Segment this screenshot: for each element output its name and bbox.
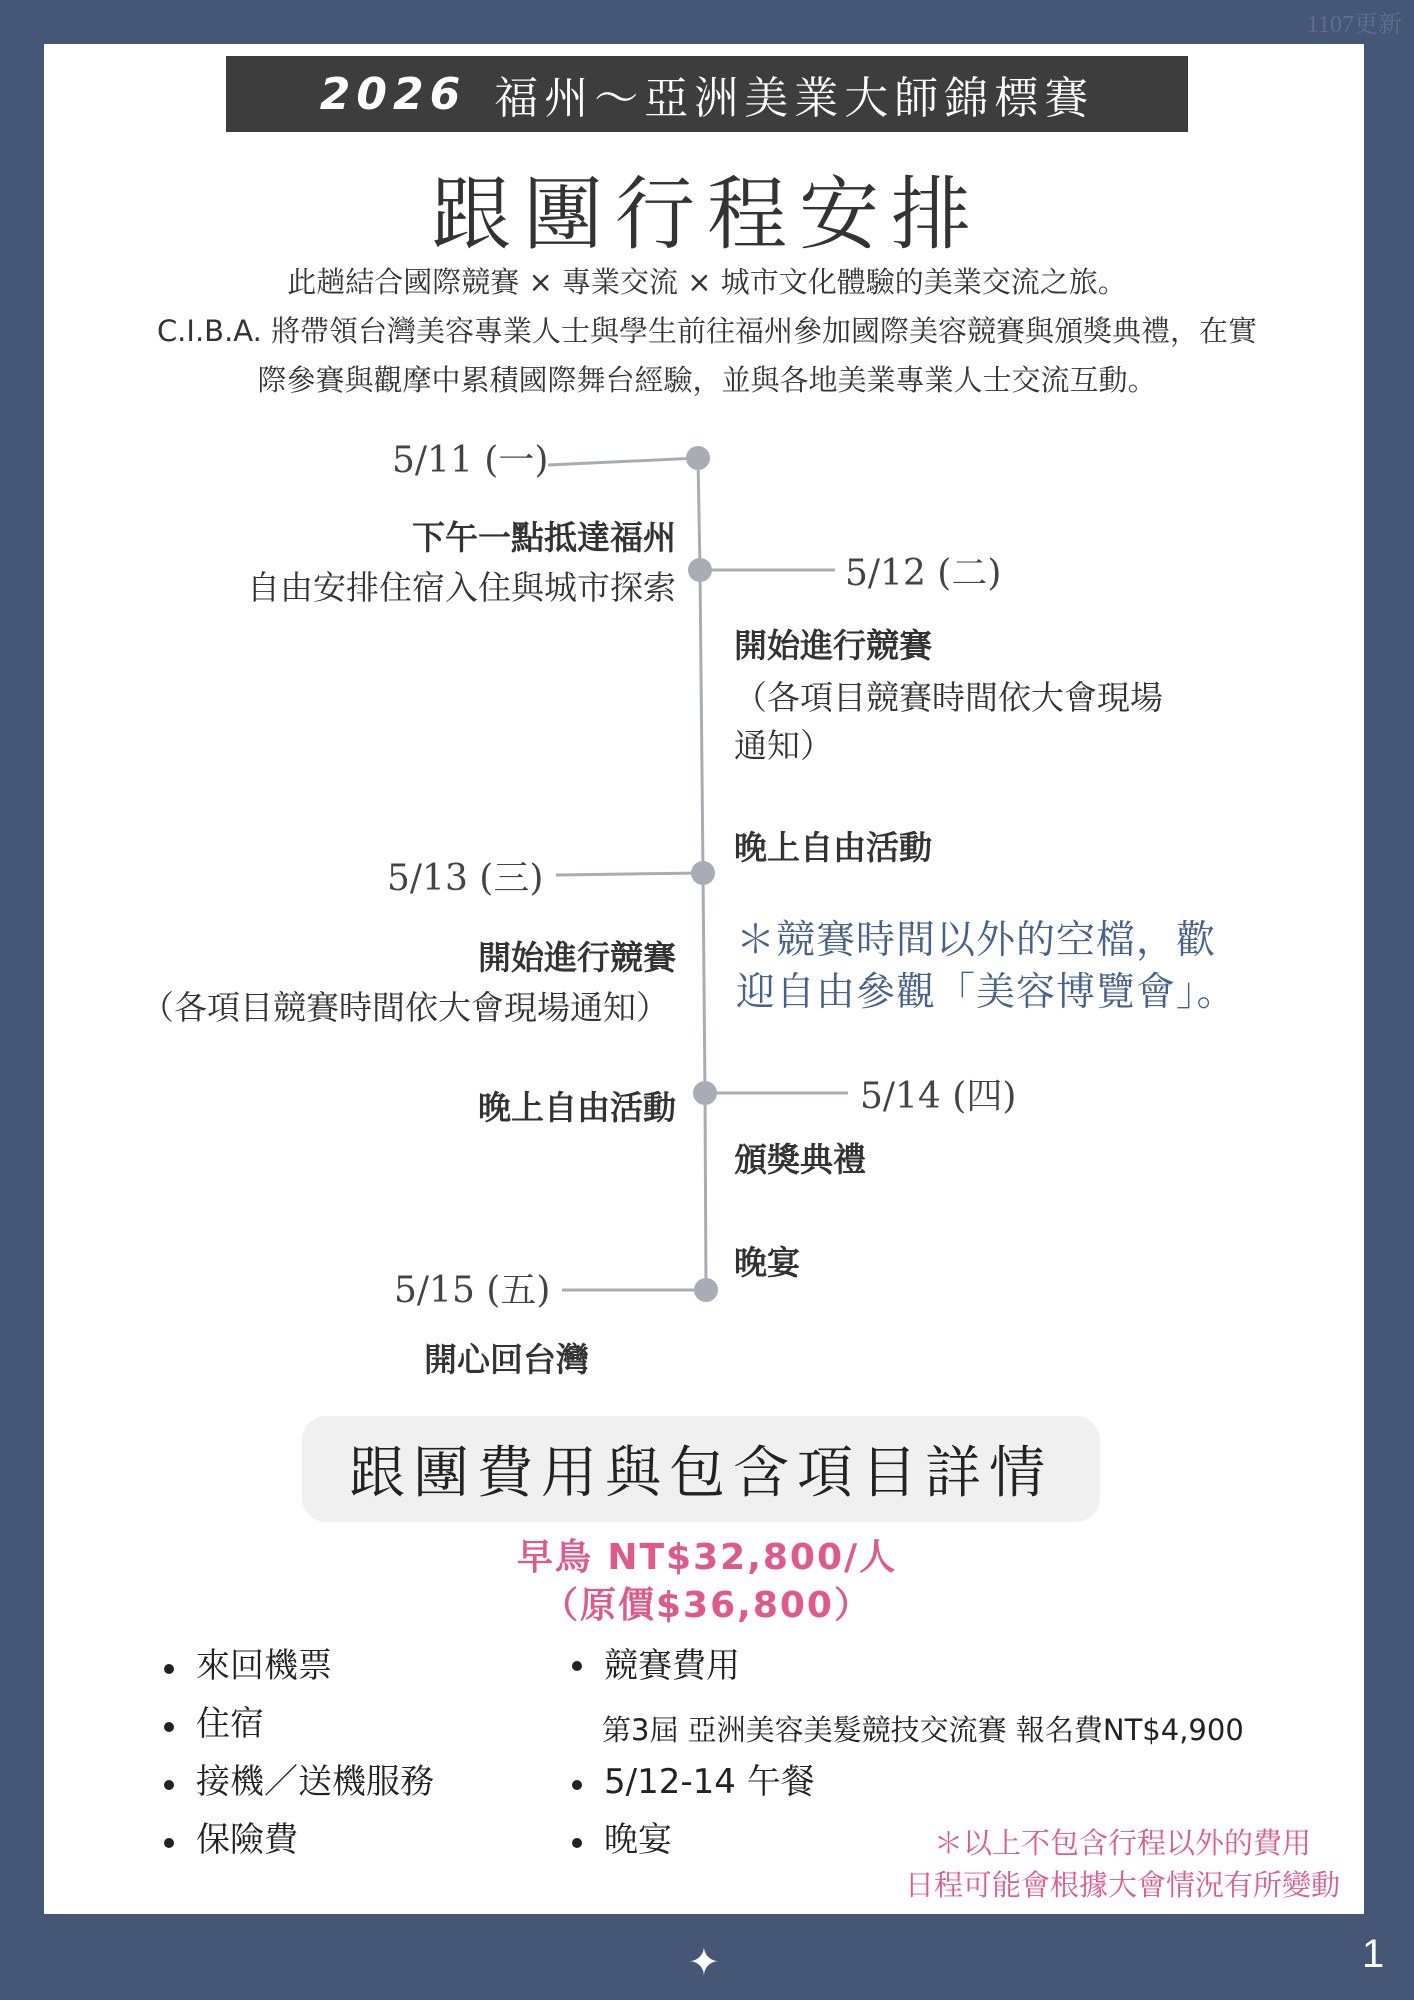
day4-ceremony: 頒獎典禮 — [734, 1140, 866, 1179]
disclaimer-line: 日程可能會根據大會情況有所變動 — [904, 1868, 1340, 1902]
day4-banquet: 晚宴 — [734, 1243, 800, 1282]
list-item-label: 來回機票 — [196, 1646, 332, 1686]
timeline-node — [686, 446, 710, 470]
disclaimer-note — [905, 1822, 1340, 1906]
day2-note-cont: 通知） — [734, 726, 833, 765]
date-label-5-15: 5/15 (五) — [394, 1270, 551, 1311]
day5-return: 開心回台灣 — [424, 1340, 589, 1379]
day3-note: （各項目競賽時間依大會現場通知） — [141, 988, 669, 1027]
list-item — [158, 1814, 434, 1872]
list-item-label: 住宿 — [196, 1704, 264, 1744]
list-item-label: 競賽費用 — [604, 1646, 740, 1686]
date-label-5-13: 5/13 (三) — [387, 858, 544, 899]
expo-note — [736, 915, 1237, 1019]
includes-list-right — [566, 1640, 815, 1872]
bullet-icon — [164, 1664, 174, 1674]
date-label-5-14: 5/14 (四) — [860, 1076, 1017, 1117]
timeline-node — [688, 558, 712, 582]
timeline-connector — [548, 458, 698, 465]
star-sparkle-icon: ✦ — [688, 1940, 720, 1984]
list-item-label: 5/12-14 午餐 — [604, 1762, 815, 1802]
timeline-connector — [556, 873, 703, 875]
day2-note: （各項目競賽時間依大會現場 — [734, 678, 1163, 717]
day2-evening: 晚上自由活動 — [734, 828, 932, 867]
price-block — [0, 1534, 1414, 1630]
day3-competition: 開始進行競賽 — [478, 938, 676, 977]
early-bird-price: 早鳥 NT$32,800/人 — [516, 1537, 898, 1578]
fees-section-title: 跟團費用與包含項目詳情 — [302, 1416, 1100, 1522]
disclaimer-line: ＊以上不包含行程以外的費用 — [933, 1826, 1311, 1860]
day3-evening: 晚上自由活動 — [478, 1088, 676, 1127]
list-item-label: 保險費 — [196, 1820, 298, 1860]
expo-note-line: 迎自由參觀「美容博覽會」。 — [736, 970, 1237, 1015]
update-note: 1107更新 — [1306, 12, 1402, 38]
bullet-icon — [572, 1838, 582, 1848]
registration-fee-detail: 第3屆 亞洲美容美髮競技交流賽 報名費NT$4,900 — [602, 1713, 1244, 1747]
timeline-node — [694, 1278, 718, 1302]
banner-title: 福州～亞洲美業大師錦標賽 — [494, 73, 1095, 124]
list-item-label: 晚宴 — [604, 1820, 672, 1860]
date-label-5-11: 5/11 (一) — [392, 440, 549, 481]
bullet-icon — [164, 1838, 174, 1848]
date-label-5-12: 5/12 (二) — [845, 553, 1002, 594]
page-title: 跟團行程安排 — [431, 168, 983, 261]
day2-competition: 開始進行競賽 — [734, 626, 932, 665]
expo-note-line: ＊競賽時間以外的空檔，歡 — [736, 918, 1217, 963]
bullet-icon — [164, 1722, 174, 1732]
includes-list-left — [158, 1640, 434, 1872]
bullet-icon — [164, 1780, 174, 1790]
timeline-node — [691, 861, 715, 885]
intro-line: 際參賽與觀摩中累積國際舞台經驗，並與各地美業專業人士交流互動。 — [257, 363, 1157, 397]
list-item — [158, 1756, 434, 1814]
bullet-icon — [572, 1780, 582, 1790]
list-item — [158, 1698, 434, 1756]
list-item — [566, 1756, 815, 1814]
intro-line: 此趟結合國際競賽 × 專業交流 × 城市文化體驗的美業交流之旅。 — [287, 265, 1127, 299]
bullet-icon — [572, 1661, 582, 1671]
day1-detail: 自由安排住宿入住與城市探索 — [247, 568, 676, 607]
list-item — [158, 1640, 434, 1698]
original-price: （原價$36,800） — [542, 1585, 872, 1626]
page-number: 1 — [1362, 1932, 1385, 1976]
timeline-node — [693, 1081, 717, 1105]
list-item — [566, 1814, 815, 1872]
intro-line: C.I.B.A. 將帶領台灣美容專業人士與學生前往福州參加國際美容競賽與頒獎典禮，在實 — [156, 314, 1258, 348]
banner-year: 2026 — [319, 68, 467, 120]
day1-arrival: 下午一點抵達福州 — [412, 518, 676, 557]
list-item-label: 接機／送機服務 — [196, 1762, 434, 1802]
